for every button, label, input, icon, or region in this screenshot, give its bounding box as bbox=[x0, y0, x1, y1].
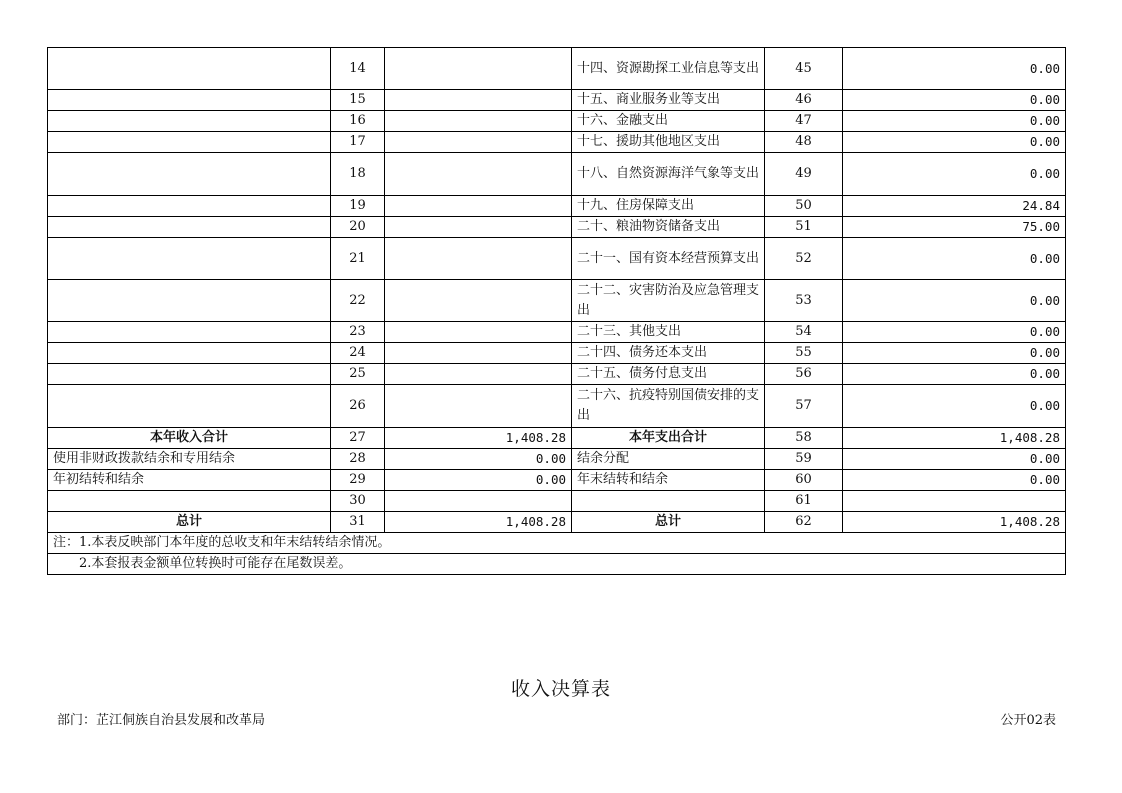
expense-row-number-cell: 59 bbox=[765, 449, 843, 470]
expense-amount-cell: 0.00 bbox=[843, 153, 1066, 196]
expense-amount-cell: 0.00 bbox=[843, 48, 1066, 90]
expense-item-cell: 年末结转和结余 bbox=[572, 470, 765, 491]
income-row-number-cell: 26 bbox=[331, 385, 385, 428]
income-item-cell bbox=[48, 364, 331, 385]
table-row bbox=[48, 132, 1066, 153]
department-label: 部门：芷江侗族自治县发展和改革局 bbox=[57, 713, 266, 728]
expense-item-cell: 结余分配 bbox=[572, 449, 765, 470]
table-row bbox=[48, 449, 1066, 470]
income-item-cell: 年初结转和结余 bbox=[48, 470, 331, 491]
expense-row-number-cell: 50 bbox=[765, 196, 843, 217]
income-amount-cell: 0.00 bbox=[385, 449, 572, 470]
table-row bbox=[48, 217, 1066, 238]
expense-amount-cell: 1,408.28 bbox=[843, 428, 1066, 449]
table-note: 注：1.本表反映部门本年度的总收支和年末结转结余情况。 bbox=[48, 533, 1066, 554]
expense-item-cell: 十四、资源勘探工业信息等支出 bbox=[572, 48, 765, 90]
income-row-number-cell: 14 bbox=[331, 48, 385, 90]
income-amount-cell bbox=[385, 280, 572, 322]
income-row-number-cell: 28 bbox=[331, 449, 385, 470]
expense-item-cell: 十五、商业服务业等支出 bbox=[572, 90, 765, 111]
expense-amount-cell: 0.00 bbox=[843, 90, 1066, 111]
expense-item-cell: 二十、粮油物资储备支出 bbox=[572, 217, 765, 238]
expense-row-number-cell: 48 bbox=[765, 132, 843, 153]
expense-item-cell: 二十五、债务付息支出 bbox=[572, 364, 765, 385]
income-amount-cell bbox=[385, 343, 572, 364]
income-row-number-cell: 29 bbox=[331, 470, 385, 491]
expense-row-number-cell: 60 bbox=[765, 470, 843, 491]
table-row bbox=[48, 238, 1066, 280]
income-item-cell bbox=[48, 90, 331, 111]
expense-row-number-cell: 58 bbox=[765, 428, 843, 449]
expense-row-number-cell: 55 bbox=[765, 343, 843, 364]
income-amount-cell bbox=[385, 132, 572, 153]
expense-amount-cell: 0.00 bbox=[843, 238, 1066, 280]
expense-item-cell: 二十四、债务还本支出 bbox=[572, 343, 765, 364]
income-item-cell bbox=[48, 111, 331, 132]
expense-row-number-cell: 51 bbox=[765, 217, 843, 238]
expense-row-number-cell: 61 bbox=[765, 491, 843, 512]
income-amount-cell bbox=[385, 217, 572, 238]
income-row-number-cell: 15 bbox=[331, 90, 385, 111]
table-note: 2.本套报表金额单位转换时可能存在尾数误差。 bbox=[48, 554, 1066, 575]
expense-item-cell: 十六、金融支出 bbox=[572, 111, 765, 132]
table-row bbox=[48, 428, 1066, 449]
income-row-number-cell: 25 bbox=[331, 364, 385, 385]
income-amount-cell bbox=[385, 48, 572, 90]
expense-item-cell: 二十六、抗疫特别国债安排的支出 bbox=[572, 385, 765, 428]
income-amount-cell bbox=[385, 322, 572, 343]
table-code-label: 公开02表 bbox=[1000, 713, 1056, 728]
expense-amount-cell: 0.00 bbox=[843, 343, 1066, 364]
table-row bbox=[48, 470, 1066, 491]
income-amount-cell: 1,408.28 bbox=[385, 428, 572, 449]
table-row bbox=[48, 111, 1066, 132]
final-accounts-table bbox=[47, 47, 1066, 575]
income-amount-cell bbox=[385, 364, 572, 385]
expense-amount-cell: 0.00 bbox=[843, 111, 1066, 132]
expense-row-number-cell: 54 bbox=[765, 322, 843, 343]
expense-row-number-cell: 56 bbox=[765, 364, 843, 385]
expense-row-number-cell: 52 bbox=[765, 238, 843, 280]
table-row bbox=[48, 343, 1066, 364]
expense-amount-cell: 0.00 bbox=[843, 132, 1066, 153]
expense-item-cell: 十七、援助其他地区支出 bbox=[572, 132, 765, 153]
table-row bbox=[48, 491, 1066, 512]
expense-item-cell: 十九、住房保障支出 bbox=[572, 196, 765, 217]
expense-amount-cell: 24.84 bbox=[843, 196, 1066, 217]
income-row-number-cell: 27 bbox=[331, 428, 385, 449]
expense-row-number-cell: 62 bbox=[765, 512, 843, 533]
table-row bbox=[48, 512, 1066, 533]
income-item-cell: 总计 bbox=[48, 512, 331, 533]
income-amount-cell: 1,408.28 bbox=[385, 512, 572, 533]
expense-item-cell: 二十二、灾害防治及应急管理支出 bbox=[572, 280, 765, 322]
expense-amount-cell: 0.00 bbox=[843, 385, 1066, 428]
note-row bbox=[48, 554, 1066, 575]
income-amount-cell bbox=[385, 238, 572, 280]
income-row-number-cell: 19 bbox=[331, 196, 385, 217]
expense-row-number-cell: 47 bbox=[765, 111, 843, 132]
income-amount-cell bbox=[385, 111, 572, 132]
table-row bbox=[48, 322, 1066, 343]
income-amount-cell bbox=[385, 90, 572, 111]
expense-amount-cell: 0.00 bbox=[843, 364, 1066, 385]
expense-amount-cell: 1,408.28 bbox=[843, 512, 1066, 533]
income-row-number-cell: 22 bbox=[331, 280, 385, 322]
expense-row-number-cell: 45 bbox=[765, 48, 843, 90]
expense-amount-cell: 75.00 bbox=[843, 217, 1066, 238]
next-table-title: 收入决算表 bbox=[510, 678, 611, 700]
income-amount-cell bbox=[385, 491, 572, 512]
income-item-cell: 使用非财政拨款结余和专用结余 bbox=[48, 449, 331, 470]
expense-row-number-cell: 46 bbox=[765, 90, 843, 111]
table-row bbox=[48, 364, 1066, 385]
table-row bbox=[48, 153, 1066, 196]
income-row-number-cell: 16 bbox=[331, 111, 385, 132]
income-row-number-cell: 20 bbox=[331, 217, 385, 238]
expense-amount-cell: 0.00 bbox=[843, 280, 1066, 322]
income-item-cell bbox=[48, 196, 331, 217]
expense-item-cell: 二十一、国有资本经营预算支出 bbox=[572, 238, 765, 280]
expense-amount-cell bbox=[843, 491, 1066, 512]
income-item-cell: 本年收入合计 bbox=[48, 428, 331, 449]
expense-item-cell bbox=[572, 491, 765, 512]
income-row-number-cell: 23 bbox=[331, 322, 385, 343]
expense-item-cell: 总计 bbox=[572, 512, 765, 533]
income-item-cell bbox=[48, 280, 331, 322]
expense-item-cell: 本年支出合计 bbox=[572, 428, 765, 449]
income-item-cell bbox=[48, 343, 331, 364]
table-row bbox=[48, 90, 1066, 111]
income-item-cell bbox=[48, 153, 331, 196]
income-amount-cell bbox=[385, 153, 572, 196]
income-item-cell bbox=[48, 238, 331, 280]
income-amount-cell bbox=[385, 385, 572, 428]
income-amount-cell: 0.00 bbox=[385, 470, 572, 491]
expense-row-number-cell: 53 bbox=[765, 280, 843, 322]
income-row-number-cell: 18 bbox=[331, 153, 385, 196]
table-body bbox=[48, 48, 1066, 575]
expense-item-cell: 十八、自然资源海洋气象等支出 bbox=[572, 153, 765, 196]
income-row-number-cell: 31 bbox=[331, 512, 385, 533]
table-row bbox=[48, 385, 1066, 428]
income-item-cell bbox=[48, 217, 331, 238]
income-row-number-cell: 30 bbox=[331, 491, 385, 512]
income-item-cell bbox=[48, 322, 331, 343]
income-item-cell bbox=[48, 385, 331, 428]
expense-amount-cell: 0.00 bbox=[843, 470, 1066, 491]
expense-row-number-cell: 49 bbox=[765, 153, 843, 196]
expense-amount-cell: 0.00 bbox=[843, 322, 1066, 343]
income-row-number-cell: 24 bbox=[331, 343, 385, 364]
table-row bbox=[48, 196, 1066, 217]
expense-item-cell: 二十三、其他支出 bbox=[572, 322, 765, 343]
table-row bbox=[48, 48, 1066, 90]
income-item-cell bbox=[48, 491, 331, 512]
income-item-cell bbox=[48, 132, 331, 153]
income-row-number-cell: 21 bbox=[331, 238, 385, 280]
income-item-cell bbox=[48, 48, 331, 90]
expense-amount-cell: 0.00 bbox=[843, 449, 1066, 470]
note-row bbox=[48, 533, 1066, 554]
expense-row-number-cell: 57 bbox=[765, 385, 843, 428]
income-row-number-cell: 17 bbox=[331, 132, 385, 153]
table-row bbox=[48, 280, 1066, 322]
income-amount-cell bbox=[385, 196, 572, 217]
